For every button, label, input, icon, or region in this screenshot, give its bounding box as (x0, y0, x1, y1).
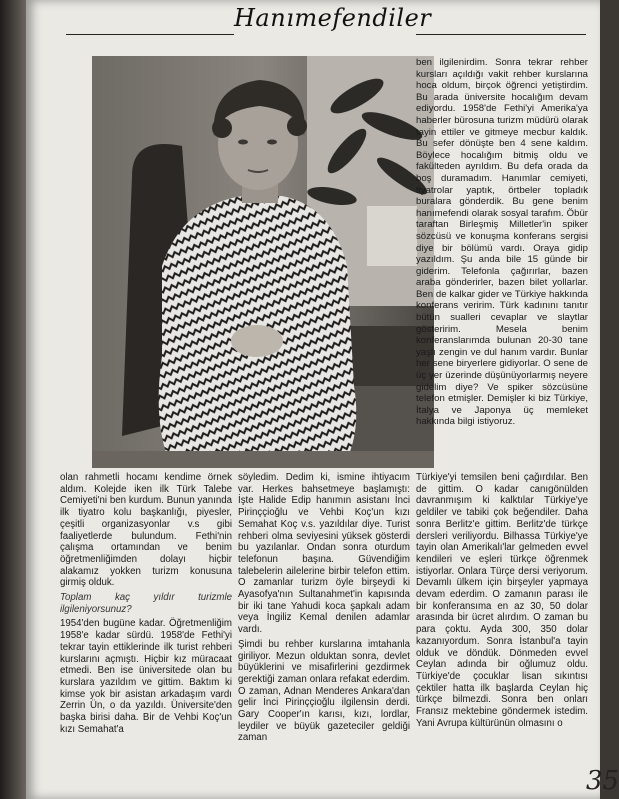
header-rule-left (66, 34, 234, 35)
right-column-top (416, 57, 588, 431)
paragraph: 1954'den bugüne kadar. Öğretmenliğim 1958'e kadar sürdü. 1958'de Fethi'yi tekrar tayin ettiklerinde ilk turist rehberi kurslarını açmıştı. Hiçbir kız müracaat etmedi. Ben ise üniversitede olan bu kurslara yazıldım ve gittim. Baktım ki kimse yok bir asistan arkadaşım vardı Zerrin Ün, o da yazıldı. Üniversite'den başka birisi daha. Bir de Vehbi Koç'un kızı Semahat'a (60, 618, 232, 735)
column-2 (238, 472, 410, 747)
paragraph: Şimdi bu rehber kurslarına imtahanla giriliyor. Mezun olduktan sonra, devlet büyüklerini ve misafirlerini gezdirmek gerektiği zaman onlara refakat ederdim. O zaman, Adnan Menderes Ankara'dan gelir İnci Pirinççioğlu ilgilensin derdi. Gary Cooper'ın karısı, kızı, lordlar, leydiler ve büyük gazeteciler geldiği zaman (238, 638, 410, 744)
page-number: 35 (586, 766, 619, 796)
portrait-illustration (92, 56, 434, 468)
portrait-photo (92, 56, 434, 468)
section-title: Hanımefendiler (234, 4, 432, 32)
column-3 (416, 472, 588, 732)
column-1 (60, 472, 232, 738)
header-rule-right (416, 34, 586, 35)
paragraph: Türkiye'yi temsilen beni çağırdılar. Ben de gittim. O kadar canıgönülden davranmışım ki kalktılar Türkiye'ye geldiler ve tabiki çok beğendiler. Daha sonra Berlitz'e gittim. Berlitz'de türkçe dersleri veriliyordu. Bilhassa Türkiye'ye tayin olan Amerikalı'lar gelmeden evvel kendileri ve eşleri türkçe öğrenmek istiyorlar. Onlara Türçe dersi veriyorum. Devamlı ülkem için birşeyler yapmaya devam ederdim. O zamanın parası ile bir konferansıma en az 30, 50 dolar arasında bir ücret alırdım. O zaman bu para çoktu. Ayda 300, 350 dolar kazanıyordum. Sonra İstanbul'a tayin olduk ve döndük. Dönmeden evvel Ceylan adında bir oğlumuz oldu. Türkiye'de çocuklar lisan sıkıntısı çektiler hatta ilk başlarda Ceylan hiç türkçe bilmezdi. Sonra ben onları Fransız mektebine göndermek istedim. Yani Avrupa kültürünün olmasını o (416, 472, 588, 729)
binding-shadow (0, 0, 26, 799)
magazine-page (26, 0, 619, 799)
interview-question: Toplam kaç yıldır turizmle ilgileniyorsunuz? (60, 592, 232, 615)
paragraph: olan rahmetli hocamı kendime örnek aldım. Kolejde iken ilk Türk Talebe Cemiyeti'ni ben kurdum. Bunun yanında ilk tiyatro kolu başkanlığı, piyesler, çeşitli organizasyonlar v.s gibi faaliyetlerde bulundum. Fethi'nin çalışma ortamından ve benim öğretmenliğimden dolayı hiçbir alakamız yokken turizm konusuna girmiş olduk. (60, 472, 232, 589)
paragraph: söyledim. Dedim ki, ismine ihtiyacım var. Herkes bahsetmeye başlamıştı: İşte Halide Edip hanımın asistanı İnci Pirinççioğlu ve Vehbi Koç'un kızı Semahat Koç v.s. yazıldılar diye. Turist rehberi olma seviyesini yüksek gösterdi bu yazılanlar. Ondan sonra oturdum telefonun başına. Güvendiğim talebelerin ailelerine birbir telefon ettim. O zamanlar turizm öyle birşeydi ki Ayasofya'nın Sultanahmet'in kapısında bir iki tane Yahudi koca şapkalı adam veya İngiliz Kemal denilen adamlar vardı. (238, 472, 410, 636)
paragraph: ben ilgilenirdim. Sonra tekrar rehber kursları açıldığı vakit rehber kurslarına hoca oldum, birçok öğrenci yetiştirdim. Bu arada üniversite hocalığım devam ediyordu. 1958'de Fethi'yi Amerika'ya haberler bürosuna turizm müdürü olarak tayin ettiler ve gitmeye mecbur kaldık. Bu sefer dönüşte ben 4 sene kaldım. Böylece hocalığım bitmiş oldu ve fakülteden ayrıldım. Bu defa orada da boş duramadım. Hanımlar cemiyeti, tiyatrolar yaptık, örtbeler topladık buralara gönderdik. Bu gene benim hanımefendi olarak sosyal tarafım. Öbür taraftan Birleşmiş Milletler'in spiker sözcüsü ve konuşma konferans sergisi diye bir bölümü vardı. Oraya gidip yazıldım. Şu anda bile 15 günde bir giderim. Telefonla çağırırlar, bazen araba gönderirler, bazen bilet yollarlar. Ben de kalkar gider ve Türkiye hakkında konferans veririm. Türk kadınını tanıtır bütün sualleri cevaplar ve slaytlar gösteririm. Mesela benim konferanslarımda bulunan 20-30 tane yaşlı zengin ve dul hanım vardır. Bunlar her sene biryerlere gidiyorlar. O sene de üç yer üzerinde düşünüyorlarmış neyere gidelim diye? Ve spiker sözcüsüne telefon etmişler. Demişler ki biz Türkiye, İtalya ve Japonya üç memleket hakkında bilgi istiyoruz. (416, 57, 588, 428)
